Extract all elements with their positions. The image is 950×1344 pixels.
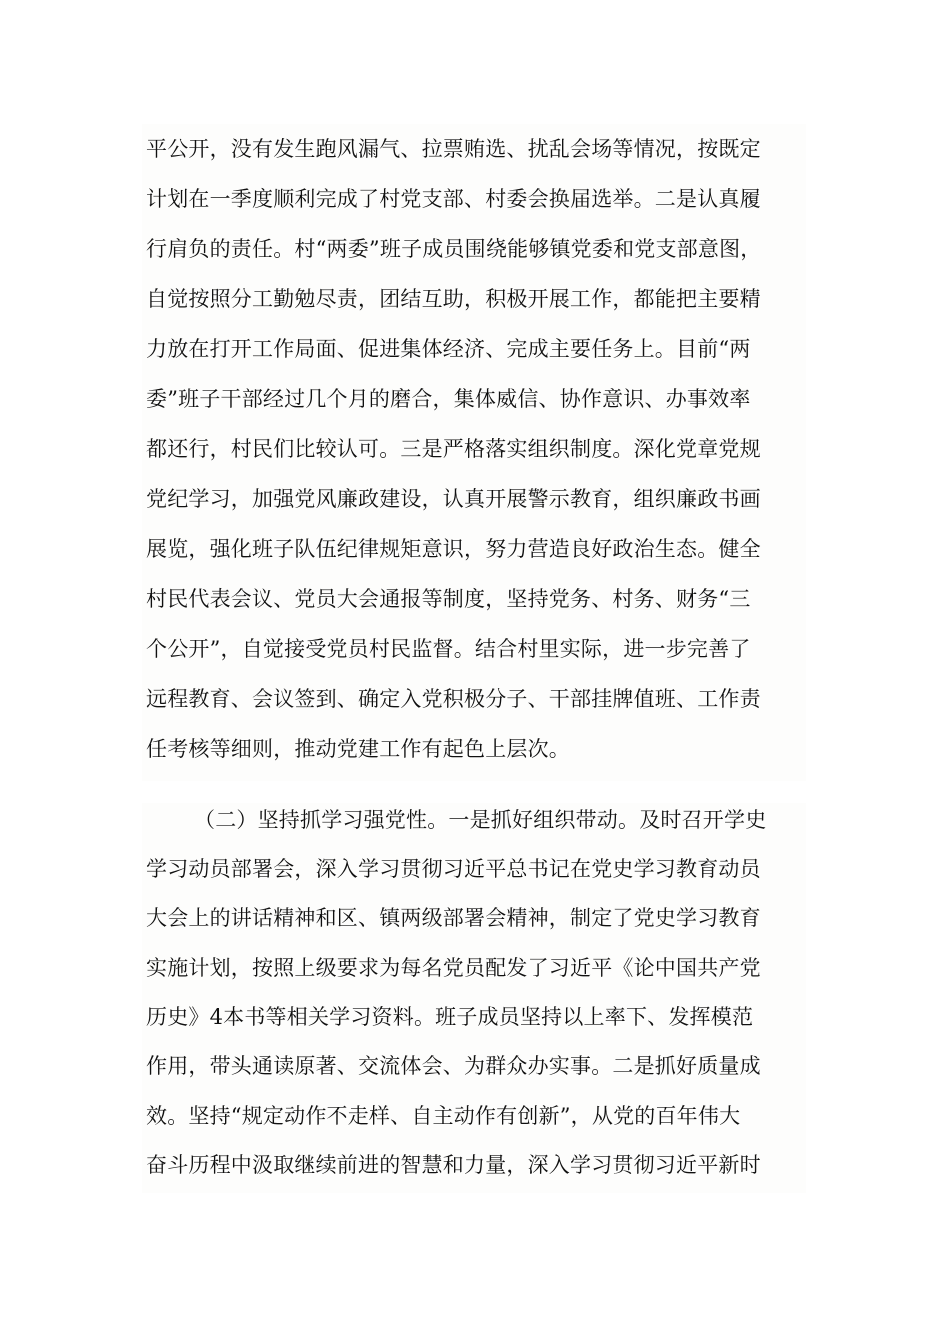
text-line: 奋斗历程中汲取继续前进的智慧和力量，深入学习贯彻习近平新时 [146,1153,761,1177]
text-line: 行肩负的责任。村“两委”班子成员围绕能够镇党委和党支部意图， [146,237,762,261]
text-line: 力放在打开工作局面、促进集体经济、完成主要任务上。目前“两 [146,337,751,361]
text-line: 任考核等细则，推动党建工作有起色上层次。 [146,737,570,761]
text-line: 委”班子干部经过几个月的磨合，集体威信、协作意识、办事效率 [146,387,751,411]
text-line: 学习动员部署会，深入学习贯彻习近平总书记在党史学习教育动员 [146,857,761,881]
text-line: 都还行，村民们比较认可。三是严格落实组织制度。深化党章党规 [146,437,761,461]
text-line: 历史》4本书等相关学习资料。班子成员坚持以上率下、发挥模范 [146,1005,754,1029]
text-line: 村民代表会议、党员大会通报等制度，坚持党务、村务、财务“三 [146,587,751,611]
text-line: （二）坚持抓学习强党性。一是抓好组织带动。及时召开学史 [194,808,767,832]
text-line: 平公开，没有发生跑风漏气、拉票贿选、扰乱会场等情况，按既定 [146,137,761,161]
text-line: 党纪学习，加强党风廉政建设，认真开展警示教育，组织廉政书画 [146,487,761,511]
text-line: 作用，带头通读原著、交流体会、为群众办实事。二是抓好质量成 [146,1054,761,1078]
text-line: 展览，强化班子队伍纪律规矩意识，努力营造良好政治生态。健全 [146,537,761,561]
text-line: 个公开”，自觉接受党员村民监督。结合村里实际，进一步完善了 [146,637,751,661]
paragraph-one [142,124,806,781]
text-line: 实施计划，按照上级要求为每名党员配发了习近平《论中国共产党 [146,956,761,980]
text-line: 效。坚持“规定动作不走样、自主动作有创新”，从党的百年伟大 [146,1104,741,1128]
text-line: 计划在一季度顺利完成了村党支部、村委会换届选举。二是认真履 [146,187,761,211]
text-line: 自觉按照分工勤勉尽责，团结互助，积极开展工作，都能把主要精 [146,287,761,311]
text-line: 大会上的讲话精神和区、镇两级部署会精神，制定了党史学习教育 [146,906,761,930]
paragraph-two [142,803,806,1193]
text-line: 远程教育、会议签到、确定入党积极分子、干部挂牌值班、工作责 [146,687,761,711]
